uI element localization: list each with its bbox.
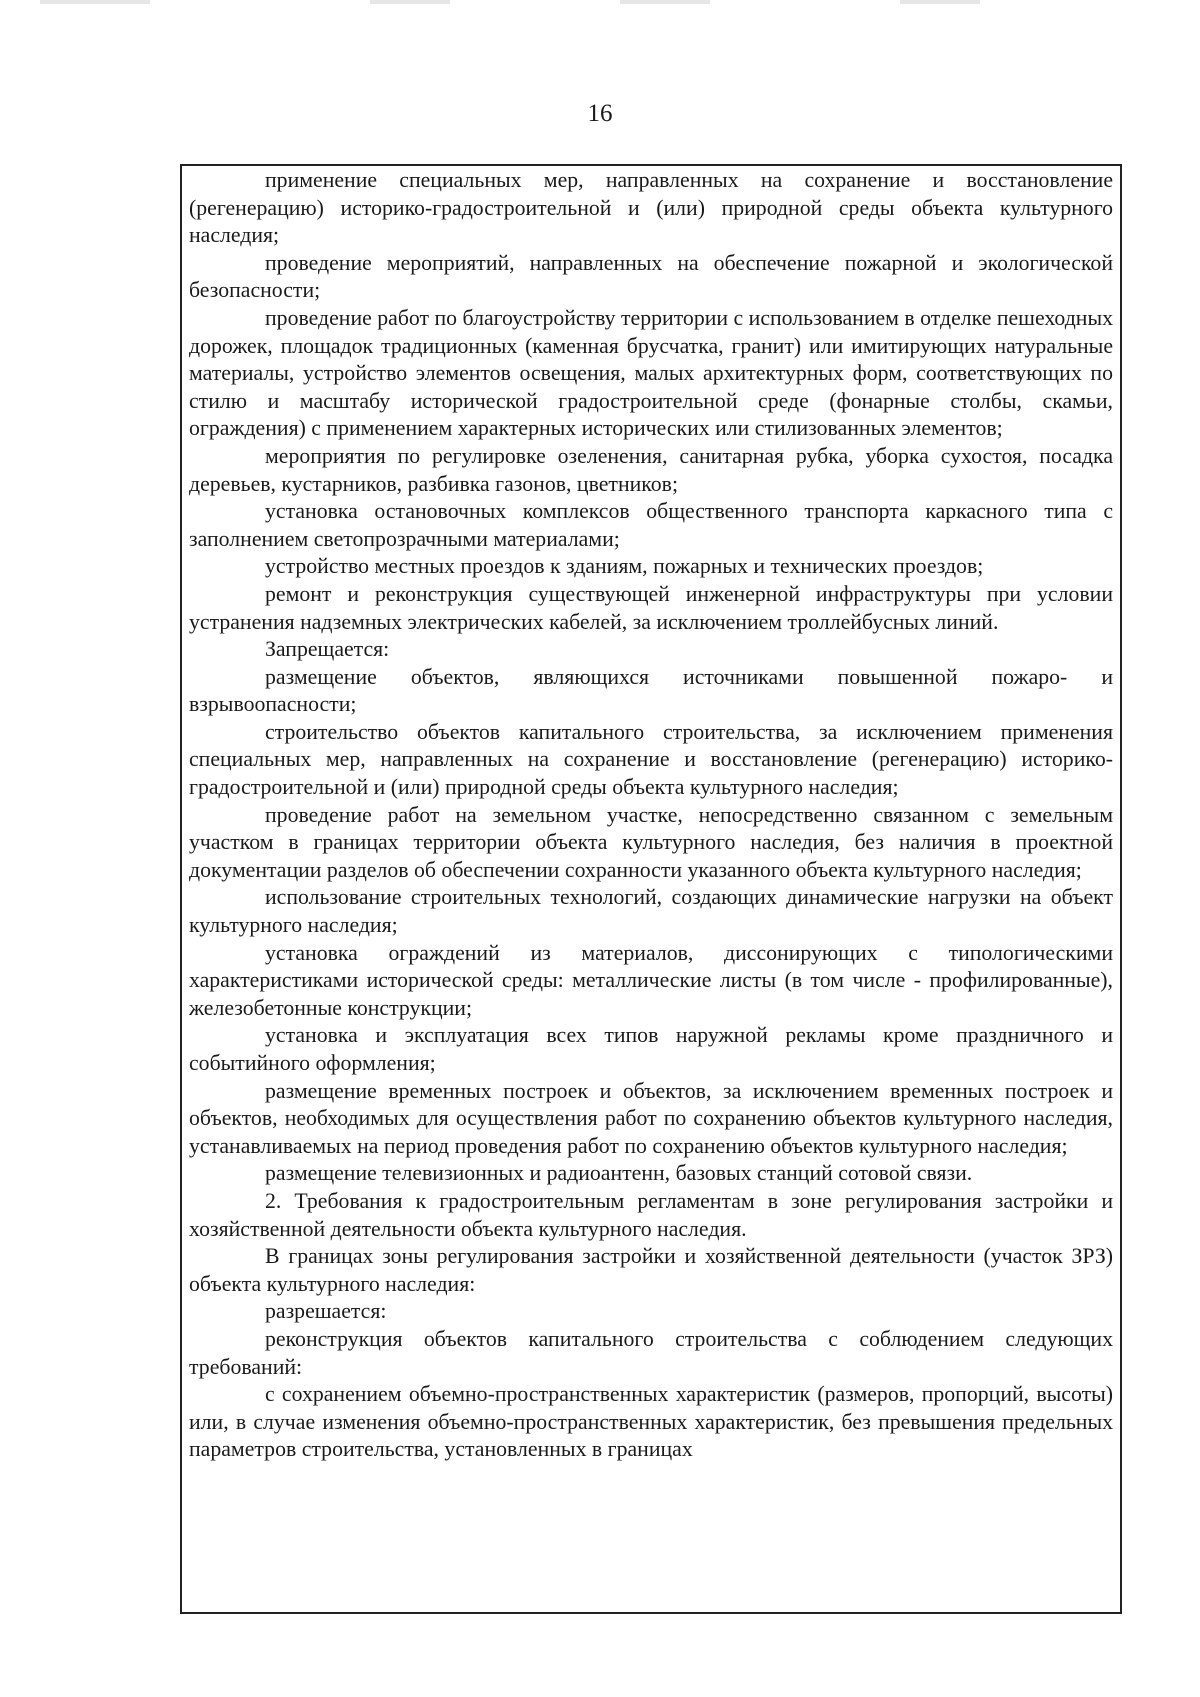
scan-edge-mark <box>620 0 710 4</box>
document-text-frame <box>180 164 1122 1614</box>
section-heading-permitted: разрешается: <box>265 1299 387 1324</box>
paragraph: применение специальных мер, направленных на сохранение и восстановление (регенерацию) историко-градостроительной и (или) природной среды объекта культурного наследия; <box>189 168 1113 248</box>
paragraph: установка и эксплуатация всех типов наружной рекламы кроме праздничного и событийного оформления; <box>189 1023 1113 1075</box>
page-number: 16 <box>587 100 613 127</box>
paragraph: размещение временных построек и объектов, за исключением временных построек и объектов, необходимых для осуществления работ по сохранению объектов культурного наследия, устанавливаемых на период проведения работ по сохранению объектов культурного наследия; <box>189 1078 1113 1158</box>
section-heading-prohibited: Запрещается: <box>265 637 390 662</box>
scan-edge-mark <box>900 0 980 4</box>
section-heading-requirements: 2. Требования к градостроительным регламентам в зоне регулирования застройки и хозяйственной деятельности объекта культурного наследия. <box>189 1188 1113 1241</box>
document-body <box>189 167 1113 1464</box>
paragraph: проведение работ на земельном участке, непосредственно связанном с земельным участком в границах территории объекта культурного наследия, без наличия в проектной документации разделов об обеспечении сохранности указанного объекта культурного наследия; <box>189 802 1113 882</box>
paragraph: с сохранением объемно-пространственных характеристик (размеров, пропорций, высоты) или, в случае изменения объемно-пространственных характеристик, без превышения предельных параметров строительства, установленных в границах <box>189 1382 1113 1462</box>
paragraph: установка ограждений из материалов, диссонирующих с типологическими характеристиками исторической среды: металлические листы (в том числе - профилированные), железобетонные конструкции; <box>189 940 1113 1020</box>
paragraph: устройство местных проездов к зданиям, пожарных и технических проездов; <box>265 554 984 579</box>
paragraph: установка остановочных комплексов общественного транспорта каркасного типа с заполнением светопрозрачными материалами; <box>189 499 1113 551</box>
paragraph: проведение работ по благоустройству территории с использованием в отделке пешеходных дорожек, площадок традиционных (каменная брусчатка, гранит) или имитирующих натуральные материалы, устройство элементов освещения, малых архитектурных форм, соответствующих по стилю и масштабу исторической градостроительной среде (фонарные столбы, скамьи, ограждения) с применением характерных исторических или стилизованных элементов; <box>189 305 1113 441</box>
paragraph: ремонт и реконструкция существующей инженерной инфраструктуры при условии устранения надземных электрических кабелей, за исключением троллейбусных линий. <box>189 581 1113 634</box>
paragraph: реконструкция объектов капитального строительства с соблюдением следующих требований: <box>189 1326 1113 1379</box>
paragraph: строительство объектов капитального строительства, за исключением применения специальных мер, направленных на сохранение и восстановление (регенерацию) историко-градостроительной и (или) природной среды объекта культурного наследия; <box>189 719 1113 800</box>
paragraph: использование строительных технологий, создающих динамические нагрузки на объект культурного наследия; <box>189 885 1113 938</box>
paragraph: В границах зоны регулирования застройки и хозяйственной деятельности (участок ЗРЗ) объекта культурного наследия: <box>189 1244 1113 1296</box>
scan-edge-mark <box>40 0 150 4</box>
paragraph: размещение телевизионных и радиоантенн, базовых станций сотовой связи. <box>265 1161 973 1186</box>
paragraph: мероприятия по регулировке озеленения, санитарная рубка, уборка сухостоя, посадка деревьев, кустарников, разбивка газонов, цветников; <box>189 443 1113 496</box>
scan-edge-mark <box>370 0 450 4</box>
paragraph: размещение объектов, являющихся источниками повышенной пожаро- и взрывоопасности; <box>189 664 1113 717</box>
paragraph: проведение мероприятий, направленных на обеспечение пожарной и экологической безопасности; <box>189 250 1113 303</box>
